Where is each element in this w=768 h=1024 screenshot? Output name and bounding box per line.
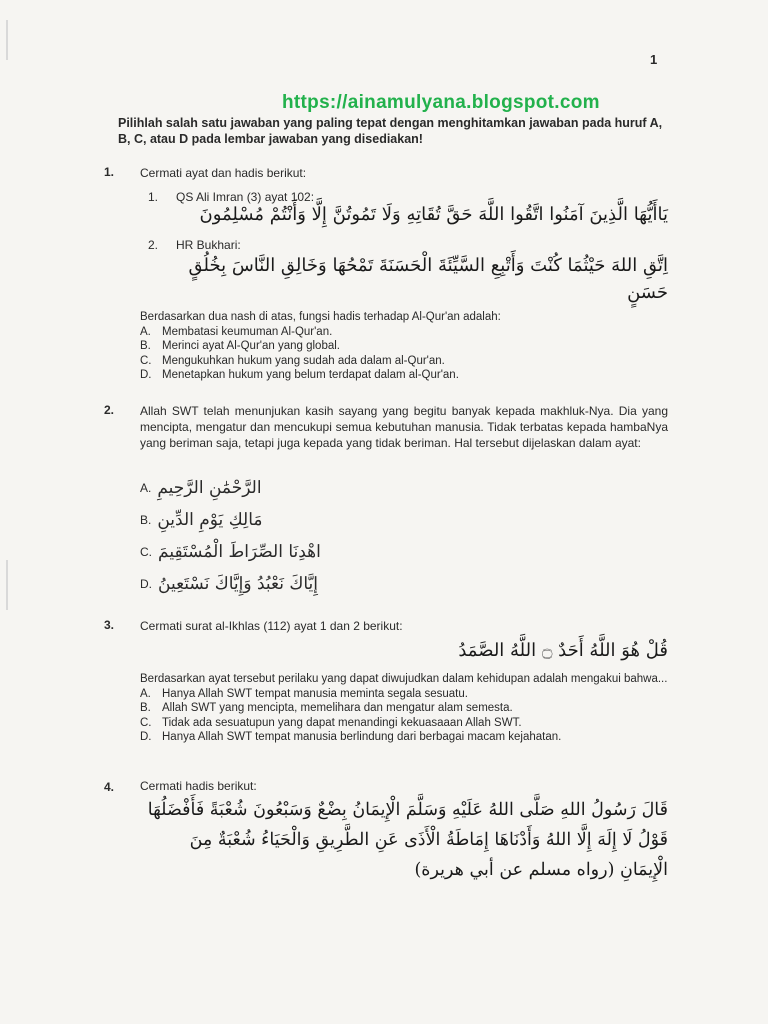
- question-4-number: 4.: [104, 780, 115, 794]
- option-a: A. Hanya Allah SWT tempat manusia meminta segala sesuatu.: [140, 687, 468, 700]
- option-d: D. إِيَّاكَ نَعْبُدُ وَإِيَّاكَ نَسْتَعِينُ: [140, 574, 318, 594]
- option-c: C. Tidak ada sesuatupun yang dapat menandingi kekuasaaan Allah SWT.: [140, 716, 522, 729]
- option-c: C. Mengukuhkan hukum yang sudah ada dalam al-Qur'an.: [140, 354, 445, 367]
- source-2-arabic-line-2: حَسَنٍ: [627, 282, 668, 303]
- option-c: C. اهْدِنَا الصِّرَاطَ الْمُسْتَقِيمَ: [140, 542, 321, 562]
- page-number: 1: [650, 52, 658, 67]
- question-4-text: Cermati hadis berikut:: [140, 779, 257, 793]
- question-3-options: [140, 672, 680, 745]
- question-1-options: [140, 310, 680, 383]
- hadith-arabic-line-1: قَالَ رَسُولُ اللهِ صَلَّى اللهُ عَلَيْهِ وَسَلَّمَ الْإِيمَانُ بِضْعٌ وَسَبْعُونَ شُعْبَةً فَأَفْضَلُهَا: [147, 800, 668, 820]
- source-2-label: HR Bukhari:: [176, 238, 241, 252]
- source-2-arabic-line-1: اِتَّقِ اللهَ حَيْثُمَا كُنْتَ وَأَتْبِعِ السَّيِّئَةَ الْحَسَنَةَ تَمْحُهَا وَخَالِقِ النَّاسَ بِخُلُقٍ: [188, 255, 668, 276]
- question-1-number: 1.: [104, 165, 115, 179]
- blog-url: https://ainamulyana.blogspot.com: [282, 92, 600, 113]
- option-a: A. Membatasi keumuman Al-Qur'an.: [140, 325, 333, 338]
- source-1-number: 1.: [148, 190, 159, 204]
- option-d: D. Hanya Allah SWT tempat manusia berlindung dari berbagai macam kejahatan.: [140, 731, 562, 743]
- question-3-arabic: قُلْ هُوَ اللَّهُ أَحَدٌ ۝ اللَّهُ الصَّمَدُ: [458, 640, 668, 661]
- hadith-arabic-line-2: قَوْلُ لَا إِلَهَ إِلَّا اللهُ وَأَدْنَاهَا إِمَاطَةُ الْأَذَى عَنِ الطَّرِيقِ وَالْحَيَاءُ شُعْبَةٌ مِنَ: [189, 830, 668, 850]
- source-1-label: QS Ali Imran (3) ayat 102:: [176, 190, 315, 204]
- source-2-number: 2.: [148, 238, 159, 252]
- instruction-text: Pilihlah salah satu jawaban yang paling tepat dengan menghitamkan jawaban pada huruf A, B, C, atau D pada lembar jawaban yang disediakan!: [118, 116, 663, 146]
- question-2-number: 2.: [104, 403, 115, 417]
- question-2-text: Allah SWT telah menunjukan kasih sayang yang begitu banyak kepada makhluk-Nya. Dia yang mencipta, mengatur dan mencukupi semua kebutuhan manusia. Tidak terbatas kepada hambaNya yang beriman saja, tetapi juga kepada yang tidak beriman. Hal tersebut dijelaskan dalam ayat:: [140, 404, 668, 450]
- scan-mark: [6, 20, 8, 60]
- question-3-text: Cermati surat al-Ikhlas (112) ayat 1 dan 2 berikut:: [140, 619, 403, 633]
- option-a: A. الرَّحْمَٰنِ الرَّحِيمِ: [140, 478, 262, 498]
- source-1-arabic: يَاأَيُّهَا الَّذِينَ آمَنُوا اتَّقُوا اللَّهَ حَقَّ تُقَاتِهِ وَلَا تَمُوتُنَّ إِلَّا وَأَنْتُمْ مُسْلِمُونَ: [199, 204, 668, 225]
- scan-mark: [6, 560, 8, 610]
- option-d: D. Menetapkan hukum yang belum terdapat dalam al-Qur'an.: [140, 369, 459, 381]
- hadith-arabic-line-3: الْإِيمَانِ (رواه مسلم عن أبي هريرة): [414, 860, 668, 880]
- option-b: B. مَالِكِ يَوْمِ الدِّينِ: [140, 510, 263, 530]
- question-1-text: Cermati ayat dan hadis berikut:: [140, 166, 307, 180]
- question-3-prompt: Berdasarkan ayat tersebut perilaku yang dapat diwujudkan dalam kehidupan adalah mengakui bahwa...: [140, 673, 668, 685]
- question-1-prompt: Berdasarkan dua nash di atas, fungsi hadis terhadap Al-Qur'an adalah:: [140, 311, 501, 323]
- question-3-number: 3.: [104, 618, 115, 632]
- option-b: B. Allah SWT yang mencipta, memelihara dan mengatur alam semesta.: [140, 702, 513, 714]
- option-b: B. Merinci ayat Al-Qur'an yang global.: [140, 340, 340, 352]
